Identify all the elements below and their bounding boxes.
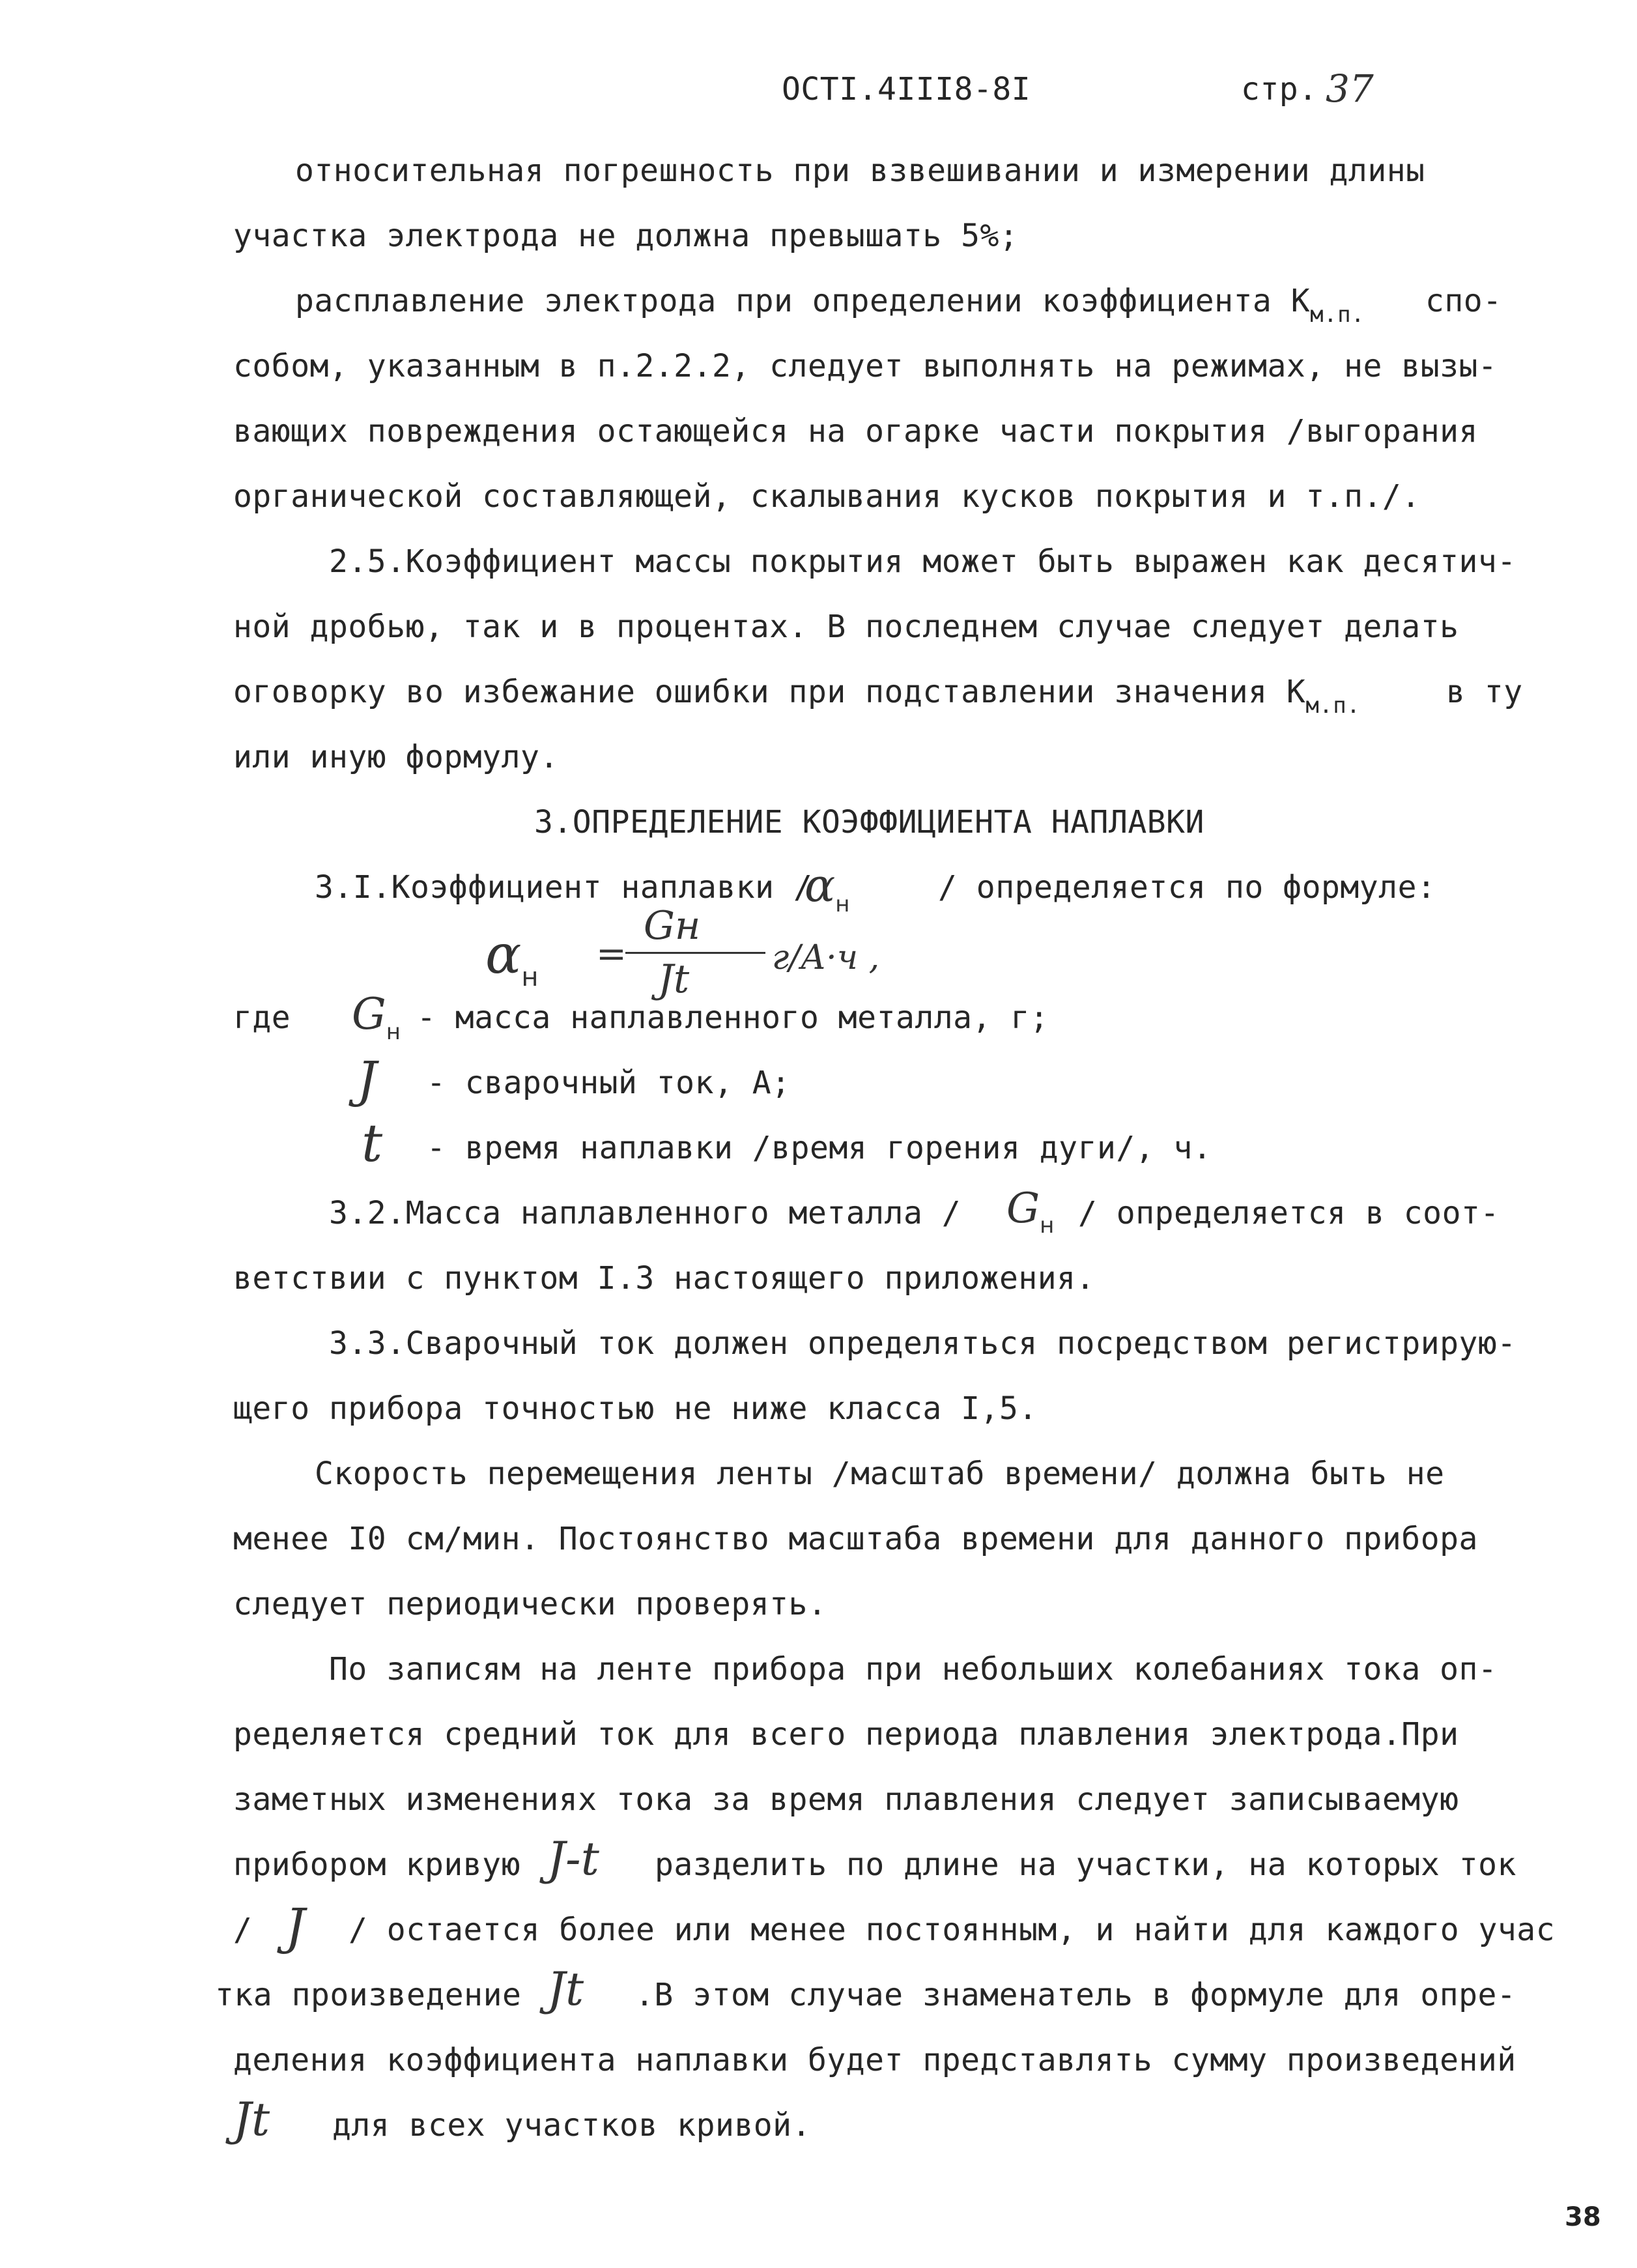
body-line: или иную формулу. [233,739,559,775]
def-text: - сварочный ток, А; [427,1065,791,1101]
scan-page-number: 38 [1565,2202,1601,2232]
body-line: спо- [1425,283,1502,319]
body-line: / определяется в соот- [1078,1195,1500,1231]
body-line: для всех участков кривой. [332,2107,811,2144]
g-symbol: $G_н$ [1006,1184,1055,1239]
def-text: - масса наплавленного металла, г; [417,999,1049,1036]
doc-code: ОСТI.4III8-8I [782,71,1031,108]
body-line: относительная погрешность при взвешивании и измерении длины [295,152,1425,189]
body-line: / определяется по формуле: [938,869,1436,906]
body-line: расплавление электрода при определении коэффициента $К_{м.п.}$ [295,283,1365,328]
body-line: .В этом случае знаменатель в формуле для опре- [635,1977,1516,2013]
body-line: прибором кривую [233,1846,520,1883]
body-line: заметных изменениях тока за время плавления следует записываемую [233,1781,1459,1818]
formula-equals: = [596,933,627,975]
body-line: 2.5.Коэффициент массы покрытия может быть выражен как десятич- [329,543,1516,580]
jt-symbol: Jt [233,2093,270,2146]
formula-unit: г/А·ч , [772,938,880,977]
body-line: деления коэффициента наплавки будет представлять сумму произведений [233,2042,1516,2078]
section-heading: 3.ОПРЕДЕЛЕНИЕ КОЭФФИЦИЕНТА НАПЛАВКИ [534,804,1204,840]
body-line: ной дробью, так и в процентах. В последнем случае следует делать [233,609,1459,645]
def-symbol-g: $G_н$ [352,989,401,1045]
body-line: органической составляющей, скалывания кусков покрытия и т.п./. [233,478,1421,515]
body-line: тка произведение [215,1977,522,2013]
page-label: стр. [1241,71,1318,108]
body-line: Скорость перемещения ленты /масштаб времени/ должна быть не [315,1456,1445,1492]
body-line: следует периодически проверять. [233,1586,827,1622]
body-line: 3.2.Масса наплавленного металла / [329,1195,961,1231]
def-symbol-j: J [357,1050,377,1108]
body-line: щего прибора точностью не ниже класса I,5. [233,1390,1038,1427]
formula-numerator: Gн [644,903,701,949]
fraction-bar [625,952,765,954]
formula-lhs: $\alpha_н$ [485,924,539,992]
body-line: в ту [1446,674,1523,710]
body-line: 3.I.Коэффициент наплавки / [315,869,813,906]
def-symbol-t: t [362,1113,383,1173]
body-line: менее I0 см/мин. Постоянство масштаба времени для данного прибора [233,1521,1478,1557]
page-number: 37 [1326,66,1374,111]
body-line: По записям на ленте прибора при небольших колебаниях тока оп- [329,1651,1498,1687]
body-line: участка электрода не должна превышать 5%; [233,218,1019,254]
jt-symbol: Jt [547,1962,584,2016]
alpha-symbol: $\alpha_н$ [804,859,850,917]
def-text: - время наплавки /время горения дуги/, ч. [427,1130,1212,1166]
body-line: / [233,1912,253,1948]
body-line: вающих повреждения остающейся на огарке части покрытия /выгорания [233,413,1478,450]
j-symbol: J [285,1897,306,1955]
body-line: собом, указанным в п.2.2.2, следует выполнять на режимах, не вызы- [233,348,1498,384]
formula-denominator: Jt [658,956,690,1002]
body-line: 3.3.Сварочный ток должен определяться посредством регистрирую- [329,1325,1516,1362]
body-line: оговорку во избежание ошибки при подставлении значения $К_{м.п.}$ [233,674,1361,719]
formula-fraction [625,903,765,1001]
body-line: / остается более или менее постоянным, и найти для каждого учас [349,1912,1556,1948]
body-line: ветствии с пунктом I.3 настоящего приложения. [233,1260,1095,1297]
body-line: ределяется средний ток для всего периода плавления электрода.При [233,1716,1459,1753]
jt-symbol: J-t [547,1832,599,1886]
where-label: где [233,999,291,1036]
body-line: разделить по длине на участки, на которых ток [655,1846,1516,1883]
